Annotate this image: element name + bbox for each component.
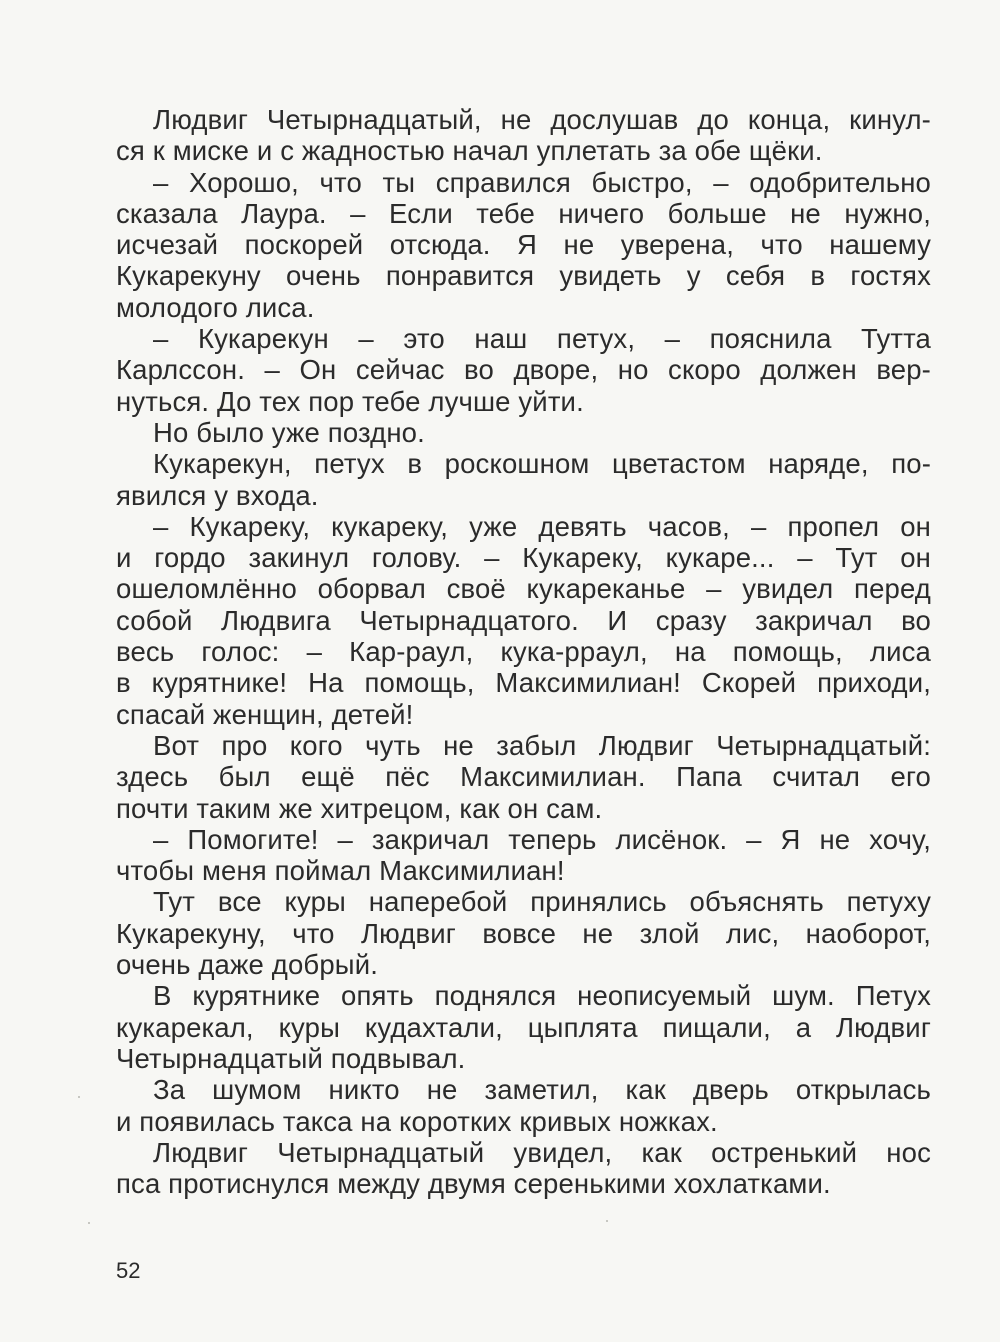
text-line: и гордо закинул голову. – Кукареку, кукаре... – Тут он bbox=[116, 542, 931, 574]
text-line: здесь был ещё пёс Максимилиан. Папа считал его bbox=[116, 761, 931, 793]
text-line: и появилась такса на коротких кривых ножках. bbox=[116, 1105, 718, 1137]
text-line: собой Людвига Четырнадцатого. И сразу закричал во bbox=[116, 604, 931, 636]
text-line: Кукарекун, петух в роскошном цветастом наряде, по- bbox=[153, 448, 931, 480]
text-line: нуться. До тех пор тебе лучше уйти. bbox=[116, 385, 584, 417]
text-line: Вот про кого чуть не забыл Людвиг Четырнадцатый: bbox=[153, 729, 931, 761]
text-line: Кукарекуну, что Людвиг вовсе не злой лис, наоборот, bbox=[116, 917, 931, 949]
text-line: Людвиг Четырнадцатый увидел, как остренький нос bbox=[153, 1136, 931, 1168]
text-line: Четырнадцатый подвывал. bbox=[116, 1042, 466, 1074]
text-line: Людвиг Четырнадцатый, не дослушав до конца, кинул- bbox=[153, 104, 931, 135]
text-line: Кукарекуну очень понравится увидеть у себя в гостях bbox=[116, 260, 931, 292]
text-line: сказала Лаура. – Если тебе ничего больше не нужно, bbox=[116, 197, 931, 229]
text-line: ошеломлённо оборвал своё кукареканье – увидел перед bbox=[116, 573, 931, 605]
text-line: – Кукарекун – это наш петух, – пояснила Тутта bbox=[153, 323, 931, 355]
text-line: Тут все куры наперебой принялись объяснять петуху bbox=[153, 886, 931, 918]
text-line: – Помогите! – закричал теперь лисёнок. – Я не хочу, bbox=[153, 823, 931, 855]
text-line: Карлссон. – Он сейчас во дворе, но скоро должен вер- bbox=[116, 354, 931, 386]
text-line: В курятнике опять поднялся неописуемый шум. Петух bbox=[153, 980, 931, 1012]
text-line: Но было уже поздно. bbox=[153, 416, 425, 448]
text-line: кукарекал, куры кудахтали, цыплята пищали, а Людвиг bbox=[116, 1011, 931, 1043]
text-line: – Хорошо, что ты справился быстро, – одобрительно bbox=[153, 166, 931, 198]
text-line: весь голос: – Кар-раул, кука-рраул, на помощь, лиса bbox=[116, 636, 931, 668]
text-line: ся к миске и с жадностью начал уплетать за обе щёки. bbox=[116, 135, 823, 167]
text-line: – Кукареку, кукареку, уже девять часов, – пропел он bbox=[153, 510, 931, 542]
text-line: почти таким же хитрецом, как он сам. bbox=[116, 792, 603, 824]
page-number: 52 bbox=[116, 1258, 141, 1283]
text-line: исчезай поскорей отсюда. Я не уверена, что нашему bbox=[116, 229, 931, 261]
text-line: пса протиснулся между двумя серенькими хохлатками. bbox=[116, 1168, 831, 1200]
print-speck bbox=[606, 1220, 608, 1222]
text-line: чтобы меня поймал Максимилиан! bbox=[116, 855, 565, 887]
body-text bbox=[116, 104, 931, 1199]
text-line: За шумом никто не заметил, как дверь открылась bbox=[153, 1074, 931, 1106]
print-speck bbox=[78, 1096, 80, 1098]
text-line: спасай женщин, детей! bbox=[116, 698, 414, 730]
text-line: молодого лиса. bbox=[116, 291, 315, 323]
print-speck bbox=[88, 1222, 90, 1224]
text-line: в курятнике! На помощь, Максимилиан! Скорей приходи, bbox=[116, 667, 931, 699]
text-line: очень даже добрый. bbox=[116, 949, 378, 981]
text-line: явился у входа. bbox=[116, 479, 319, 511]
